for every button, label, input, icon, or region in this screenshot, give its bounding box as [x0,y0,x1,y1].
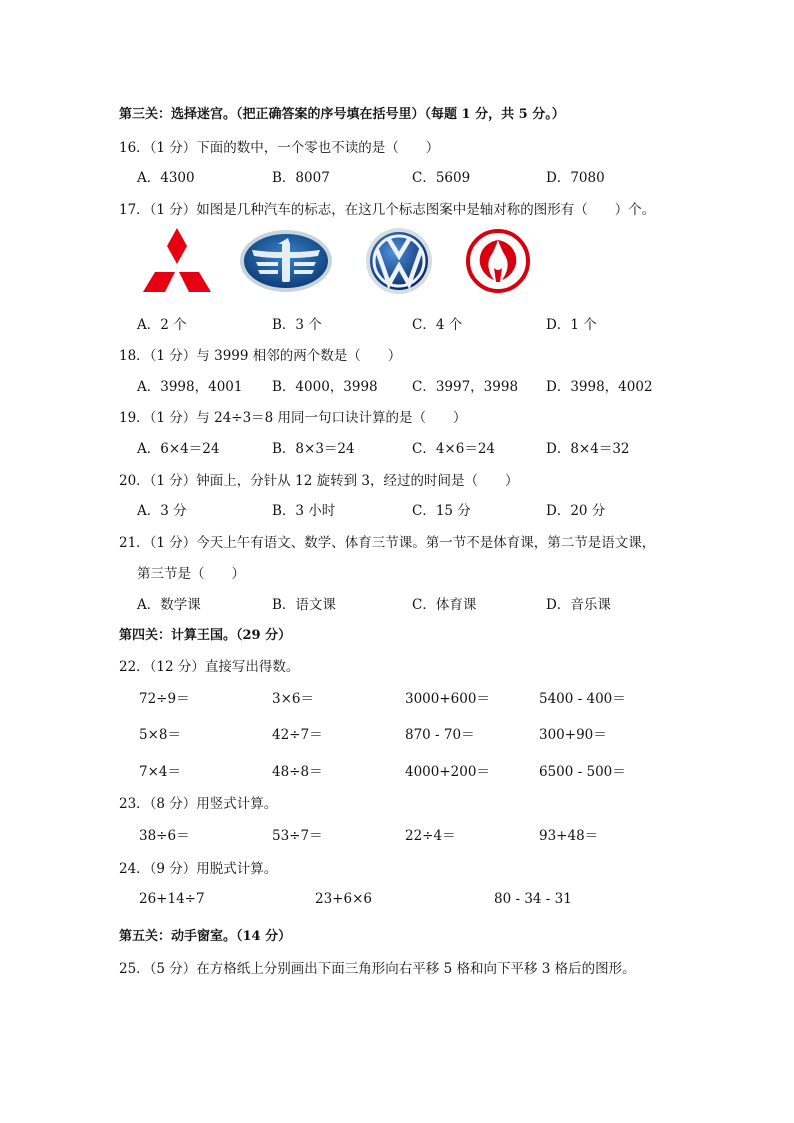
q23-item-2: 53÷7＝ [272,828,323,844]
section-3-title: 第三关：选择迷宫。（把正确答案的序号填在括号里）（每题 1 分，共 5 分。） [119,107,565,122]
question-21: 21．（1 分）今天上午有语文、数学、体育三节课。第一节不是体育课，第二节是语文课， [119,535,656,551]
q23-item-4: 93+48＝ [539,828,599,844]
question-16: 16．（1 分）下面的数中，一个零也不读的是（ ） [119,140,440,156]
q22-r3-c2: 48÷8＝ [272,764,323,780]
q18-option-a: A．3998，4001 [137,379,243,395]
faw-logo [238,228,334,294]
section-4-title: 第四关：计算王国。（29 分） [119,628,292,643]
q22-r3-c4: 6500 - 500＝ [539,764,626,780]
question-25: 25．（5 分）在方格纸上分别画出下面三角形向右平移 5 格和向下平移 3 格后的图形。 [119,961,636,977]
question-17: 17．（1 分）如图是几种汽车的标志，在这几个标志图案中是轴对称的图形有（ ）个。 [119,202,656,218]
q18-option-b: B．4000，3998 [272,379,378,395]
q21-option-d: D．音乐课 [546,597,611,613]
q22-r2-c4: 300+90＝ [539,727,607,743]
mitsubishi-logo [139,226,215,296]
q20-option-a: A．3 分 [137,503,187,519]
q22-r3-c1: 7×4＝ [139,764,181,780]
q21-option-b: B．语文课 [272,597,336,613]
q21-option-c: C．体育课 [412,597,477,613]
q17-option-d: D．1 个 [546,317,597,333]
q22-r2-c2: 42÷7＝ [272,727,323,743]
q23-item-1: 38÷6＝ [139,828,190,844]
question-19: 19．（1 分）与 24÷3＝8 用同一句口诀计算的是（ ） [119,410,467,426]
question-18: 18．（1 分）与 3999 相邻的两个数是（ ） [119,348,402,364]
q24-item-2: 23+6×6 [315,891,372,907]
question-22: 22．（12 分）直接写出得数。 [119,659,300,675]
q16-option-a: A．4300 [137,170,195,186]
question-20: 20．（1 分）钟面上，分针从 12 旋转到 3，经过的时间是（ ） [119,473,519,489]
section-5-title: 第五关：动手窗室。（14 分） [119,929,292,944]
question-23: 23．（8 分）用竖式计算。 [119,796,278,812]
q18-option-c: C．3997，3998 [412,379,519,395]
q17-option-a: A．2 个 [137,317,187,333]
q22-r2-c1: 5×8＝ [139,727,181,743]
q23-item-3: 22÷4＝ [405,828,456,844]
q20-option-c: C．15 分 [412,503,471,519]
q19-option-a: A．6×4＝24 [137,441,220,457]
q20-option-b: B．3 小时 [272,503,336,519]
q24-item-1: 26+14÷7 [139,891,205,907]
q18-option-d: D．3998，4002 [546,379,653,395]
q22-r1-c4: 5400 - 400＝ [539,691,626,707]
q20-option-d: D．20 分 [546,503,606,519]
q16-option-c: C．5609 [412,170,471,186]
q17-option-c: C．4 个 [412,317,463,333]
q22-r3-c3: 4000+200＝ [405,764,490,780]
q24-item-3: 80 - 34 - 31 [494,891,572,907]
q22-r2-c3: 870 - 70＝ [405,727,475,743]
volkswagen-logo [364,226,434,296]
q19-option-b: B．8×3＝24 [272,441,355,457]
question-21-continued: 第三节是（ ） [137,566,245,582]
q22-r1-c1: 72÷9＝ [139,691,190,707]
q16-option-d: D．7080 [546,170,605,186]
q19-option-c: C．4×6＝24 [412,441,495,457]
q19-option-d: D．8×4＝32 [546,441,630,457]
q22-r1-c3: 3000+600＝ [405,691,490,707]
question-24: 24．（9 分）用脱式计算。 [119,861,278,877]
q21-option-a: A．数学课 [137,597,201,613]
q22-r1-c2: 3×6＝ [272,691,314,707]
q17-option-b: B．3 个 [272,317,322,333]
dongfeng-logo [464,228,532,294]
q16-option-b: B．8007 [272,170,330,186]
